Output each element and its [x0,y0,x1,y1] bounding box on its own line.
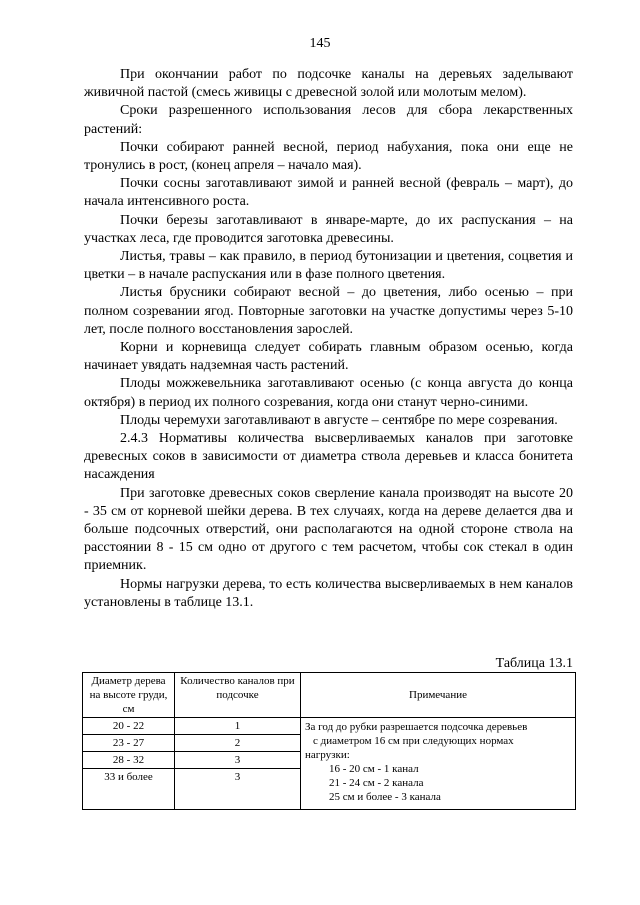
paragraph: Почки сосны заготавливают зимой и ранней весной (февраль – март), до начала интенсивного роста. [84,176,573,210]
paragraph: Плоды черемухи заготавливают в августе – сентябре по мере созревания. [120,412,558,428]
section-heading: 2.4.3 Нормативы количества высверливаемых каналов при заготовке древесных соков в зависимости от диаметра ствола деревьев и класса бонитета насаждения [84,431,573,483]
paragraph: Почки собирают ранней весной, период набухания, пока они еще не тронулись в рост, (конец апреля – начало мая). [84,139,573,174]
paragraph: При заготовке древесных соков сверление канала производят на высоте 20 - 35 см от корневой шейки дерева. В тех случаях, когда на дереве делается два и больше подсочных отверстий, они располагаются на одной стороне ствола на расстоянии 8 - 15 см одно от другого с тем расчетом, чтобы сок стекал в один приемник. [84,485,573,574]
note-line: нагрузки: [305,749,350,761]
norms-table [82,672,576,810]
table-caption: Таблица 13.1 [495,656,573,671]
paragraph: Плоды можжевельника заготавливают осенью (с конца августа до конца октября) в период их полного созревания, когда они станут черно-синими. [84,376,573,410]
paragraph: Корни и корневища следует собирать главным образом осенью, когда начинает увядать надземная часть растений. [84,340,573,374]
cell-diameter: 20 - 22 [83,718,175,735]
header-diameter: Диаметр дерева на высоте груди, см [83,673,175,718]
note-line: За год до рубки разрешается подсочка деревьев [305,721,528,733]
table-row [83,718,576,735]
cell-channels: 2 [175,735,301,752]
cell-diameter: 23 - 27 [83,735,175,752]
paragraph: Листья, травы – как правило, в период бутонизации и цветения, соцветия и цветки – в начале распускания или в фазе полного цветения. [84,249,573,283]
cell-diameter: 33 и более [83,769,175,810]
header-channels: Количество каналов при подсочке [175,673,301,718]
note-line: 25 см и более - 3 канала [329,791,441,803]
cell-channels: 3 [175,752,301,769]
page-number: 145 [309,36,331,51]
paragraph: При окончании работ по подсочке каналы на деревьях заделывают живичной пастой (смесь живицы с древесной золой или молотым мелом). [84,67,573,101]
note-line: с диаметром 16 см при следующих нормах [313,735,514,747]
cell-channels: 3 [175,769,301,810]
cell-note [301,718,576,810]
note-line: 16 - 20 см - 1 канал [329,763,419,775]
header-note: Примечание [301,673,576,718]
paragraph: Листья брусники собирают весной – до цветения, либо осенью – при полном созревании ягод. Повторные заготовки на участке допустимы через 5-10 лет, после полного восстановления зарослей. [84,285,573,337]
paragraph: Нормы нагрузки дерева, то есть количества высверливаемых в нем каналов установлены в таблице 13.1. [84,576,573,610]
body-text [84,66,573,612]
note-line: 21 - 24 см - 2 канала [329,777,424,789]
cell-diameter: 28 - 32 [83,752,175,769]
cell-channels: 1 [175,718,301,735]
paragraph: Почки березы заготавливают в январе-марте, до их распускания – на участках леса, где проводится заготовка древесины. [84,212,573,246]
table-header-row [83,673,576,718]
paragraph: Сроки разрешенного использования лесов для сбора лекарственных растений: [84,103,573,137]
